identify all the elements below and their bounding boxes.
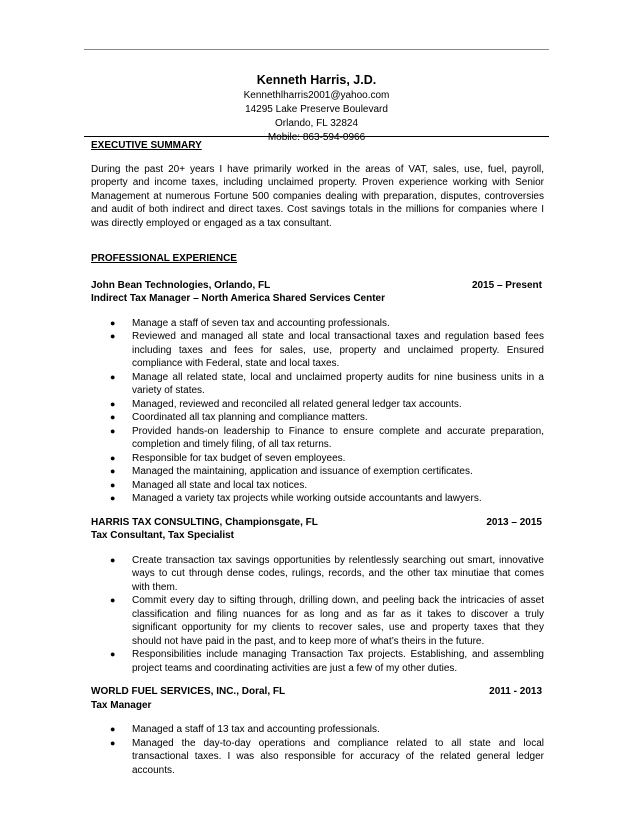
bullet-icon: ● — [110, 493, 116, 503]
header-divider — [84, 136, 549, 137]
bullet-icon: ● — [110, 317, 116, 328]
list-item: ● Create transaction tax savings opportunities by relentlessly searching out smart, innovative ways to cut through dense codes, rulings, records, and the other tax minutiae that comes with them. — [110, 554, 544, 593]
list-item: ● Responsibilities include managing Transaction Tax projects. Establishing, and assembling project teams and coordinating activities are just a few of my other duties. — [110, 649, 544, 674]
address-line-2: Orlando, FL 32824 — [274, 118, 359, 129]
company-name: John Bean Technologies, Orlando, FL — [91, 279, 271, 291]
bullet-icon: ● — [110, 425, 116, 436]
bullet-icon: ● — [110, 412, 116, 422]
bullet-icon: ● — [110, 331, 116, 341]
job-title: Tax Manager — [91, 699, 152, 711]
summary-paragraph: During the past 20+ years I have primarily worked in the areas of VAT, sales, use, fuel, payroll, property and income taxes, including unclaimed property. Proven experience working with Senior Management at numerous Fortune 500 companies dealing with preparation, disputes, controversies and audit of both indirect and direct taxes. Cost savings totals in the millions for companies where I was directly employed or engaged as a tax consultant. — [91, 163, 544, 229]
bullet-icon: ● — [110, 479, 116, 490]
job-title: Indirect Tax Manager – North America Shared Services Center — [91, 293, 385, 304]
list-item: ● Responsible for tax budget of seven employees. — [110, 452, 346, 464]
job-entry — [91, 279, 544, 506]
list-item: ● Managed the day-to-day operations and compliance related to all state and local transactional taxes. I was also responsible for accuracy of the related general ledger accounts. — [110, 737, 544, 776]
list-item: ● Commit every day to sifting through, drilling down, and peeling back the intricacies of asset classification and filing nuances for as long and as far as it takes to discover a truly significant opportunity for my clients to recover sales, use and property taxes that they should not have paid in the past, and to keep more of what’s theirs in the future. — [110, 595, 544, 647]
bullet-icon: ● — [110, 595, 116, 605]
list-item: ● Reviewed and managed all state and local transactional taxes and regulation based fees including taxes and fees for sales, use, property and unclaimed property. Ensured compliance with Federal, state and local taxes. — [110, 331, 544, 369]
candidate-name: Kenneth Harris, J.D. — [256, 73, 377, 87]
bullet-icon: ● — [110, 452, 116, 463]
bullet-icon: ● — [110, 466, 116, 476]
job-dates: 2013 – 2015 — [486, 516, 542, 528]
list-item: ● Manage a staff of seven tax and accounting professionals. — [110, 317, 390, 329]
contact-header — [84, 72, 549, 145]
mobile-number: Mobile: 863-594-0966 — [267, 132, 366, 143]
list-item: ● Managed a staff of 13 tax and accounting professionals. — [110, 724, 380, 735]
bullet-icon: ● — [110, 398, 116, 409]
company-name: HARRIS TAX CONSULTING, Championsgate, FL — [91, 516, 318, 528]
bullet-icon: ● — [110, 554, 116, 565]
list-item: ● Managed, reviewed and reconciled all related general ledger tax accounts. — [110, 398, 462, 410]
company-name: WORLD FUEL SERVICES, INC., Doral, FL — [91, 686, 286, 697]
list-item: ● Manage all related state, local and unclaimed property audits for nine business units in a variety of states. — [110, 371, 544, 396]
email-link[interactable]: Kennethlharris2001@yahoo.com — [243, 90, 390, 101]
bullet-icon: ● — [110, 724, 116, 734]
job-bullets — [91, 317, 544, 506]
bullet-icon: ● — [110, 649, 116, 659]
list-item: ● Managed all state and local tax notices. — [110, 479, 308, 491]
job-title: Tax Consultant, Tax Specialist — [91, 530, 234, 541]
summary-heading: EXECUTIVE SUMMARY — [91, 140, 202, 151]
bullet-icon: ● — [110, 737, 116, 748]
list-item: ● Managed the maintaining, application and issuance of exemption certificates. — [110, 466, 473, 477]
experience-heading: PROFESSIONAL EXPERIENCE — [91, 253, 237, 264]
job-bullets — [91, 554, 544, 676]
list-item: ● Provided hands-on leadership to Finance to ensure complete and accurate preparation, completion and timely filing, of all tax returns. — [110, 425, 544, 450]
address-line-1: 14295 Lake Preserve Boulevard — [245, 104, 388, 115]
bullet-icon: ● — [110, 371, 116, 382]
list-item: ● Coordinated all tax planning and compliance matters. — [110, 412, 368, 423]
resume-body — [91, 139, 544, 777]
job-dates: 2011 - 2013 — [489, 686, 542, 697]
job-entry — [91, 516, 544, 676]
list-item: ● Managed a variety tax projects while working outside accountants and lawyers. — [110, 493, 482, 504]
job-dates: 2015 – Present — [471, 279, 542, 291]
job-entry — [91, 685, 544, 777]
top-rule — [84, 49, 549, 50]
job-bullets — [91, 723, 544, 777]
